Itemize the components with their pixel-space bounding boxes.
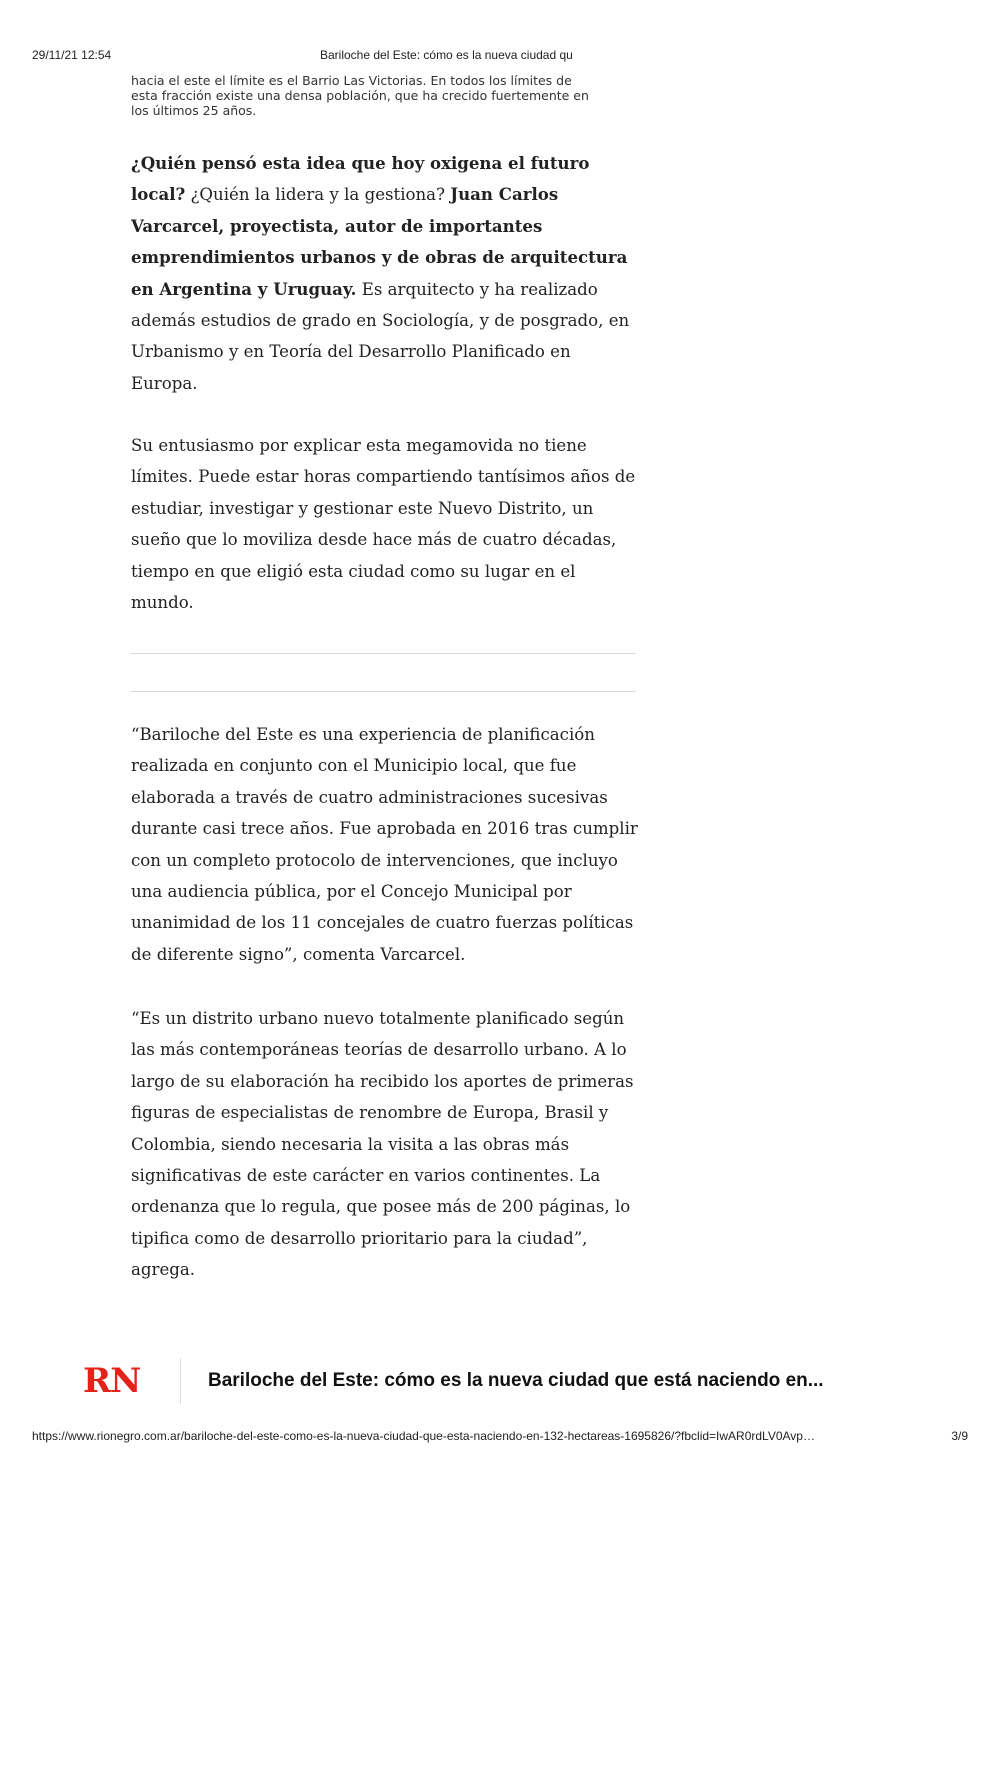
article-paragraph-quote: “Es un distrito urbano nuevo totalmente planificado según las más contemporáneas teorías de desarrollo urbano. A lo largo de su elaboración ha recibido los aportes de primeras figuras de especialistas de renombre de Europa, Brasil y Colombia, siendo necesaria la visita a las obras más significativas de este carácter en varios continentes. La ordenanza que lo regula, que posee más de 200 páginas, lo tipifica como de desarrollo prioritario para la ciudad”, agrega. [131,1009,634,1280]
paragraph-bold-author: Juan Carlos Varcarcel, proyectista, autor de importantes emprendimientos urbanos y de obras de arquitectura en Argentina y Uruguay. [131,184,628,299]
paragraph-text: ¿Quién la lidera y la gestiona? [185,185,451,205]
paragraph-bold-question: ¿Quién pensó esta idea que hoy oxigena el futuro local? [131,153,590,205]
sticky-article-title[interactable]: Bariloche del Este: cómo es la nueva ciudad que está naciendo en... [208,1370,824,1391]
sticky-article-bar[interactable] [80,1356,880,1406]
paragraph-text: Es arquitecto y ha realizado además estudios de grado en Sociología, y de posgrado, en Urbanismo y en Teoría del Desarrollo Planificado en Europa. [131,279,630,393]
caption-line: los últimos 25 años. [131,103,257,118]
image-caption [131,73,634,118]
article-paragraph: Su entusiasmo por explicar esta megamovida no tiene límites. Puede estar horas compartiendo tantísimos años de estudiar, investigar y gestionar este Nuevo Distrito, un sueño que lo moviliza desde hace más de cuatro décadas, tiempo en que eligió esta ciudad como su lugar en el mundo. [131,436,636,613]
rn-logo[interactable]: RN [83,1361,141,1401]
print-page-title: Bariloche del Este: cómo es la nueva ciudad qu [320,48,573,62]
print-header [32,48,968,64]
article-paragraph-quote: “Bariloche del Este es una experiencia de planificación realizada en conjunto con el Municipio local, que fue elaborada a través de cuatro administraciones sucesivas durante casi trece años. Fue aprobada en 2016 tras cumplir con un completo protocolo de intervenciones, que incluyo una audiencia pública, por el Concejo Municipal por unanimidad de los 11 concejales de cuatro fuerzas políticas de diferente signo”, comenta Varcarcel. [131,725,638,964]
page-number: 3/9 [951,1429,968,1443]
print-footer [32,1429,968,1445]
caption-line: esta fracción existe una densa población, que ha crecido fuertemente en [131,88,589,103]
article-paragraph-intro [131,148,641,399]
divider [131,653,636,654]
print-date: 29/11/21 12:54 [32,48,112,62]
caption-line: hacia el este el límite es el Barrio Las Victorias. En todos los límites de [131,73,572,88]
divider [131,691,636,692]
divider [180,1358,181,1404]
print-url: https://www.rionegro.com.ar/bariloche-del-este-como-es-la-nueva-ciudad-que-esta-naciendo-en-132-hectareas-1695826/?fbclid=IwAR0rdLV0Avp… [32,1429,815,1443]
